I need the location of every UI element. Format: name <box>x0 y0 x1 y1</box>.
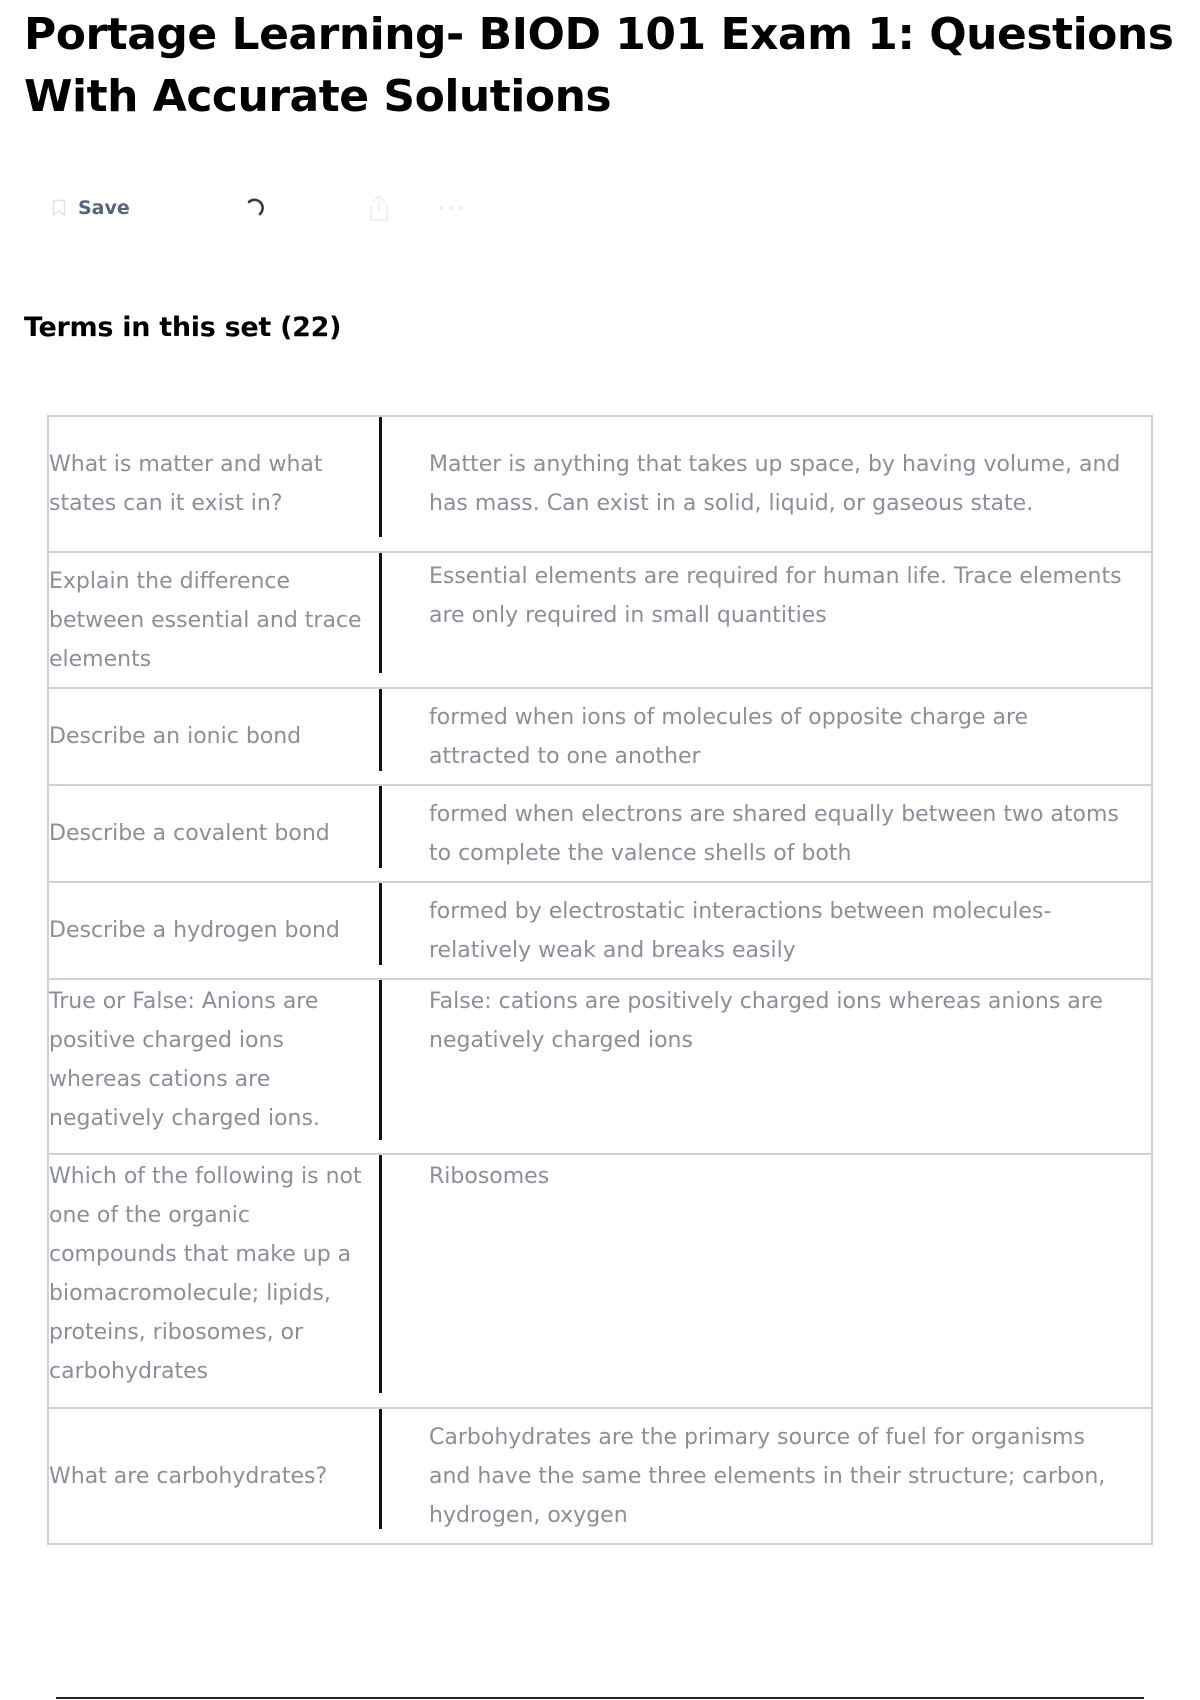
term-card <box>47 978 1153 1155</box>
term-card <box>47 784 1153 883</box>
set-toolbar <box>52 188 512 228</box>
card-divider <box>379 553 382 673</box>
card-divider <box>379 786 382 868</box>
card-term: True or False: Anions are positive charged ions whereas cations are negatively charged ions. <box>49 989 320 1131</box>
card-divider <box>379 1409 382 1529</box>
card-term: Describe an ionic bond <box>49 724 302 749</box>
share-icon <box>366 193 392 223</box>
card-divider <box>379 689 382 771</box>
terms-heading: Terms in this set (22) <box>24 312 342 343</box>
bookmark-icon <box>52 199 66 217</box>
card-definition: formed when electrons are shared equally between two atoms to complete the valence shells of both <box>429 801 1119 866</box>
spinner-icon <box>242 195 268 221</box>
card-divider <box>379 417 382 537</box>
save-label: Save <box>78 197 130 219</box>
card-definition: Ribosomes <box>429 1164 550 1189</box>
term-card <box>47 881 1153 980</box>
loading-indicator <box>242 188 268 228</box>
page-title: Portage Learning- BIOD 101 Exam 1: Questions With Accurate Solutions <box>24 9 1174 122</box>
term-card <box>47 1407 1153 1545</box>
card-term: Describe a hydrogen bond <box>49 918 340 943</box>
card-term: Explain the difference between essential and trace elements <box>49 568 362 672</box>
card-term: Which of the following is not one of the organic compounds that make up a biomacromolecule; lipids, proteins, ribosomes, or carbohydrates <box>49 1164 362 1384</box>
term-card <box>47 1153 1153 1409</box>
card-definition: Essential elements are required for human life. Trace elements are only required in small quantities <box>429 564 1122 628</box>
more-options-button[interactable] <box>436 188 466 228</box>
term-card <box>47 687 1153 786</box>
term-card <box>47 551 1153 689</box>
term-card <box>47 415 1153 553</box>
card-divider <box>379 980 382 1140</box>
card-definition: formed by electrostatic interactions between molecules- relatively weak and breaks easily <box>429 898 1052 963</box>
card-definition: formed when ions of molecules of opposite charge are attracted to one another <box>429 704 1029 769</box>
footer-divider <box>56 1697 1144 1699</box>
share-button[interactable] <box>366 188 392 228</box>
card-divider <box>379 883 382 965</box>
more-options-icon <box>436 203 466 213</box>
card-definition: Carbohydrates are the primary source of fuel for organisms and have the same three elements in their structure; carbon, hydrogen, oxygen <box>429 1424 1106 1528</box>
card-definition: Matter is anything that takes up space, by having volume, and has mass. Can exist in a solid, liquid, or gaseous state. <box>429 452 1121 516</box>
card-term: Describe a covalent bond <box>49 821 330 846</box>
card-term: What are carbohydrates? <box>49 1463 328 1489</box>
card-divider <box>379 1155 382 1393</box>
save-button[interactable] <box>52 188 130 228</box>
card-definition: False: cations are positively charged ions whereas anions are negatively charged ions <box>429 989 1103 1053</box>
card-term: What is matter and what states can it exist in? <box>49 452 323 516</box>
